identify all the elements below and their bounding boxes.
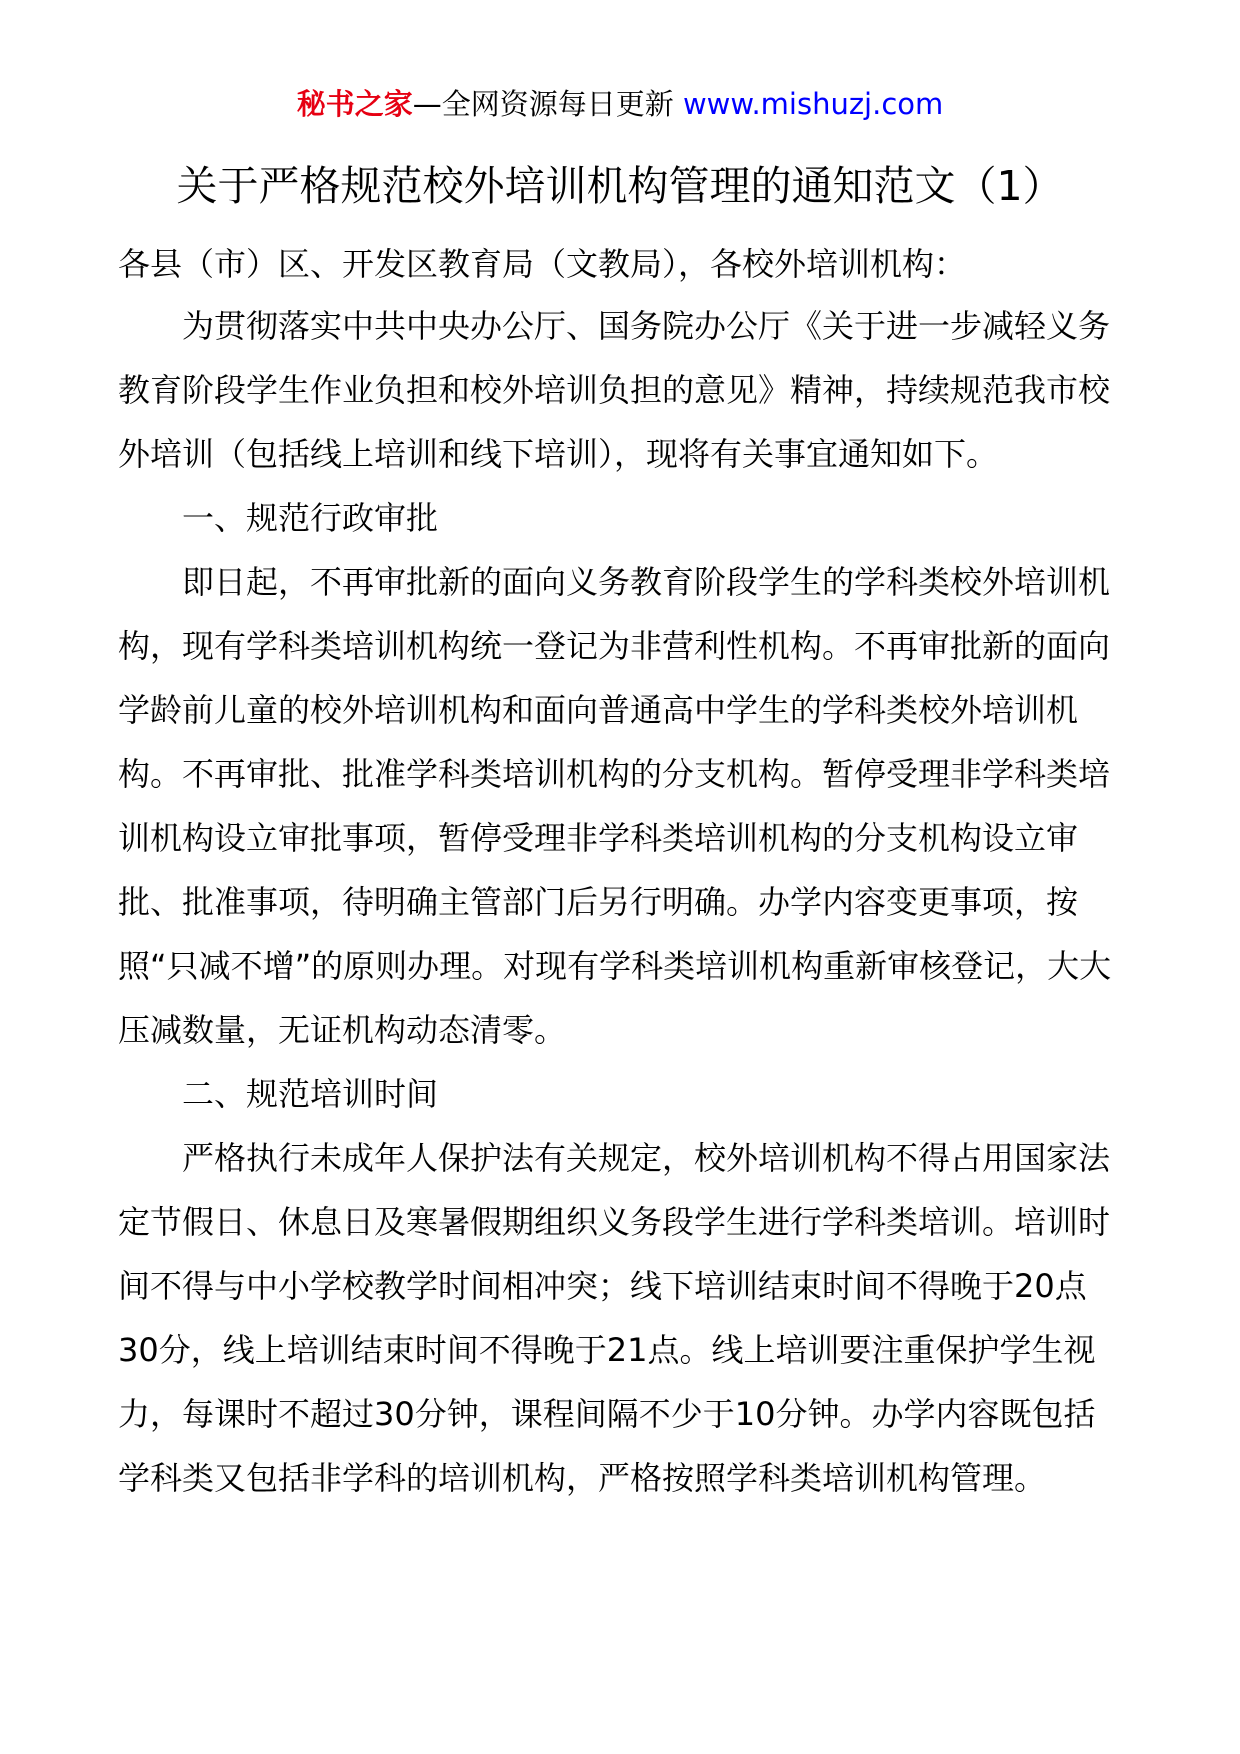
document-title: 关于严格规范校外培训机构管理的通知范文（1） (176, 162, 1064, 210)
brand-name: 秘书之家 (296, 87, 413, 121)
intro-paragraph: 为贯彻落实中共中央办公厅、国务院办公厅《关于进一步减轻义务教育阶段学生作业负担和校外培训负担的意见》精神，持续规范我市校外培训（包括线上培训和线下培训），现将有关事宜通知如下。 (118, 307, 1111, 473)
salutation: 各县（市）区、开发区教育局（文教局），各校外培训机构： (118, 245, 967, 283)
section-heading-2: 二、规范培训时间 (182, 1075, 439, 1113)
document-body (118, 234, 1122, 1510)
section-body-1: 即日起，不再审批新的面向义务教育阶段学生的学科类校外培训机构，现有学科类培训机构统一登记为非营利性机构。不再审批新的面向学龄前儿童的校外培训机构和面向普通高中学生的学科类校外培训机构。不再审批、批准学科类培训机构的分支机构。暂停受理非学科类培训机构设立审批事项，暂停受理非学科类培训机构的分支机构设立审批、批准事项，待明确主管部门后另行明确。办学内容变更事项，按照“只减不增”的原则办理。对现有学科类培训机构重新审核登记，大大压减数量，无证机构动态清零。 (118, 563, 1112, 1049)
section-body-2: 严格执行未成年人保护法有关规定，校外培训机构不得占用国家法定节假日、休息日及寒暑假期组织义务段学生进行学科类培训。培训时间不得与中小学校教学时间相冲突；线下培训结束时间不得晚于20点30分，线上培训结束时间不得晚于21点。线上培训要注重保护学生视力，每课时不超过30分钟，课程间隔不少于10分钟。办学内容既包括学科类又包括非学科的培训机构，严格按照学科类培训机构管理。 (118, 1139, 1111, 1497)
site-header (0, 84, 1240, 124)
header-slogan: —全网资源每日更新 (412, 87, 683, 121)
section-heading-1: 一、规范行政审批 (182, 499, 439, 537)
site-url-link[interactable]: www.mishuzj.com (682, 87, 944, 121)
